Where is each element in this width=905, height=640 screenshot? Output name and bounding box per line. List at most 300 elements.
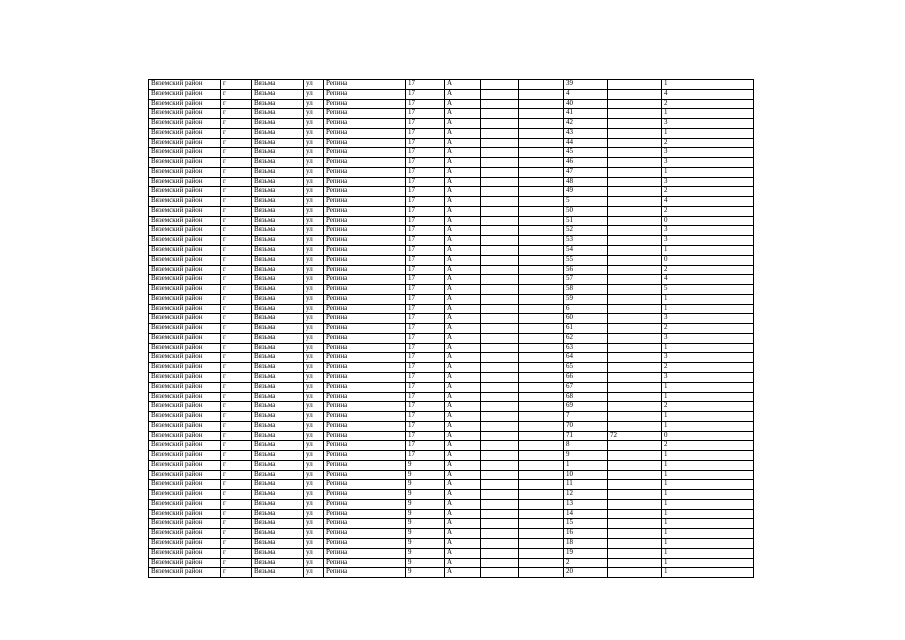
cell-locality-type: г (221, 412, 252, 422)
cell-house-number: 17 (406, 148, 445, 158)
cell-apartment-number: 40 (564, 99, 608, 109)
table-row (149, 246, 754, 256)
cell-district: Вяземский район (149, 333, 221, 343)
cell-rooms-count: 1 (662, 538, 754, 548)
cell-building-letter: А (445, 216, 481, 226)
cell-apartment-number: 9 (564, 451, 608, 461)
cell-street: Репина (324, 548, 406, 558)
cell-apartment-extra (608, 138, 662, 148)
cell-district: Вяземский район (149, 265, 221, 275)
cell-col-empty-2 (519, 441, 564, 451)
cell-building-letter: А (445, 187, 481, 197)
cell-street-type: ул (304, 343, 324, 353)
cell-locality-type: г (221, 314, 252, 324)
cell-building-letter: А (445, 89, 481, 99)
cell-locality: Вязьма (252, 216, 304, 226)
cell-district: Вяземский район (149, 382, 221, 392)
cell-apartment-number: 69 (564, 402, 608, 412)
cell-apartment-extra (608, 353, 662, 363)
cell-district: Вяземский район (149, 138, 221, 148)
cell-col-empty-1 (481, 529, 519, 539)
cell-house-number: 17 (406, 304, 445, 314)
cell-street-type: ул (304, 158, 324, 168)
cell-apartment-extra (608, 109, 662, 119)
cell-street: Репина (324, 197, 406, 207)
cell-locality: Вязьма (252, 382, 304, 392)
cell-street: Репина (324, 255, 406, 265)
cell-apartment-extra (608, 402, 662, 412)
cell-building-letter: А (445, 538, 481, 548)
cell-apartment-number: 44 (564, 138, 608, 148)
cell-col-empty-2 (519, 167, 564, 177)
table-row (149, 412, 754, 422)
cell-house-number: 17 (406, 333, 445, 343)
cell-locality: Вязьма (252, 167, 304, 177)
cell-street: Репина (324, 109, 406, 119)
cell-col-empty-2 (519, 304, 564, 314)
cell-street: Репина (324, 470, 406, 480)
cell-apartment-number: 71 (564, 431, 608, 441)
cell-house-number: 9 (406, 519, 445, 529)
cell-district: Вяземский район (149, 285, 221, 295)
cell-locality: Вязьма (252, 451, 304, 461)
cell-locality-type: г (221, 519, 252, 529)
cell-rooms-count: 3 (662, 333, 754, 343)
cell-district: Вяземский район (149, 402, 221, 412)
cell-rooms-count: 2 (662, 99, 754, 109)
cell-col-empty-1 (481, 265, 519, 275)
cell-building-letter: А (445, 519, 481, 529)
table-row (149, 226, 754, 236)
cell-apartment-number: 14 (564, 509, 608, 519)
cell-col-empty-2 (519, 109, 564, 119)
cell-locality: Вязьма (252, 206, 304, 216)
table-row (149, 568, 754, 578)
cell-building-letter: А (445, 490, 481, 500)
table-row (149, 343, 754, 353)
cell-apartment-extra (608, 255, 662, 265)
cell-locality: Вязьма (252, 558, 304, 568)
cell-house-number: 17 (406, 138, 445, 148)
cell-col-empty-1 (481, 382, 519, 392)
cell-locality: Вязьма (252, 314, 304, 324)
cell-building-letter: А (445, 470, 481, 480)
cell-rooms-count: 2 (662, 206, 754, 216)
cell-col-empty-2 (519, 343, 564, 353)
cell-col-empty-1 (481, 499, 519, 509)
cell-rooms-count: 0 (662, 431, 754, 441)
cell-street-type: ул (304, 558, 324, 568)
cell-apartment-extra: 72 (608, 431, 662, 441)
cell-col-empty-2 (519, 353, 564, 363)
cell-locality: Вязьма (252, 246, 304, 256)
cell-rooms-count: 1 (662, 451, 754, 461)
cell-col-empty-1 (481, 568, 519, 578)
cell-col-empty-2 (519, 431, 564, 441)
cell-house-number: 9 (406, 470, 445, 480)
cell-street-type: ул (304, 177, 324, 187)
cell-apartment-extra (608, 499, 662, 509)
cell-district: Вяземский район (149, 128, 221, 138)
cell-house-number: 17 (406, 99, 445, 109)
cell-building-letter: А (445, 314, 481, 324)
cell-locality: Вязьма (252, 343, 304, 353)
cell-apartment-extra (608, 421, 662, 431)
cell-street: Репина (324, 294, 406, 304)
cell-street-type: ул (304, 148, 324, 158)
cell-apartment-number: 70 (564, 421, 608, 431)
cell-locality-type: г (221, 197, 252, 207)
cell-rooms-count: 1 (662, 519, 754, 529)
cell-apartment-extra (608, 275, 662, 285)
cell-col-empty-1 (481, 226, 519, 236)
cell-col-empty-2 (519, 206, 564, 216)
cell-apartment-extra (608, 529, 662, 539)
cell-locality-type: г (221, 382, 252, 392)
cell-district: Вяземский район (149, 89, 221, 99)
cell-locality: Вязьма (252, 480, 304, 490)
cell-locality: Вязьма (252, 431, 304, 441)
cell-rooms-count: 3 (662, 177, 754, 187)
cell-street-type: ул (304, 470, 324, 480)
cell-col-empty-2 (519, 246, 564, 256)
cell-rooms-count: 1 (662, 246, 754, 256)
cell-street-type: ул (304, 226, 324, 236)
cell-street-type: ул (304, 529, 324, 539)
cell-rooms-count: 3 (662, 353, 754, 363)
cell-street: Репина (324, 421, 406, 431)
table-row (149, 490, 754, 500)
cell-locality: Вязьма (252, 538, 304, 548)
cell-col-empty-1 (481, 333, 519, 343)
cell-street-type: ул (304, 363, 324, 373)
cell-district: Вяземский район (149, 226, 221, 236)
cell-building-letter: А (445, 509, 481, 519)
cell-apartment-extra (608, 80, 662, 90)
cell-apartment-number: 47 (564, 167, 608, 177)
cell-locality: Вязьма (252, 99, 304, 109)
cell-col-empty-1 (481, 148, 519, 158)
cell-street: Репина (324, 206, 406, 216)
cell-col-empty-1 (481, 460, 519, 470)
cell-house-number: 17 (406, 80, 445, 90)
cell-street: Репина (324, 412, 406, 422)
cell-district: Вяземский район (149, 255, 221, 265)
table-body (149, 80, 754, 578)
cell-district: Вяземский район (149, 529, 221, 539)
cell-apartment-number: 51 (564, 216, 608, 226)
cell-col-empty-1 (481, 255, 519, 265)
cell-house-number: 17 (406, 363, 445, 373)
table-row (149, 372, 754, 382)
cell-building-letter: А (445, 265, 481, 275)
cell-apartment-number: 46 (564, 158, 608, 168)
cell-locality: Вязьма (252, 285, 304, 295)
cell-street: Репина (324, 538, 406, 548)
cell-col-empty-2 (519, 265, 564, 275)
cell-locality-type: г (221, 109, 252, 119)
cell-house-number: 17 (406, 197, 445, 207)
cell-building-letter: А (445, 451, 481, 461)
cell-apartment-number: 15 (564, 519, 608, 529)
cell-house-number: 17 (406, 412, 445, 422)
cell-street: Репина (324, 343, 406, 353)
cell-rooms-count: 1 (662, 480, 754, 490)
cell-district: Вяземский район (149, 538, 221, 548)
cell-district: Вяземский район (149, 158, 221, 168)
cell-street: Репина (324, 480, 406, 490)
cell-apartment-extra (608, 294, 662, 304)
cell-apartment-extra (608, 226, 662, 236)
cell-apartment-extra (608, 509, 662, 519)
cell-street: Репина (324, 216, 406, 226)
cell-rooms-count: 2 (662, 324, 754, 334)
cell-rooms-count: 3 (662, 158, 754, 168)
cell-locality-type: г (221, 402, 252, 412)
cell-street-type: ул (304, 568, 324, 578)
table-row (149, 460, 754, 470)
cell-street-type: ул (304, 324, 324, 334)
cell-building-letter: А (445, 109, 481, 119)
cell-street: Репина (324, 265, 406, 275)
cell-locality-type: г (221, 167, 252, 177)
cell-col-empty-2 (519, 363, 564, 373)
cell-apartment-number: 53 (564, 236, 608, 246)
table-row (149, 99, 754, 109)
cell-locality: Вязьма (252, 158, 304, 168)
cell-building-letter: А (445, 128, 481, 138)
cell-apartment-number: 6 (564, 304, 608, 314)
cell-building-letter: А (445, 480, 481, 490)
cell-rooms-count: 3 (662, 236, 754, 246)
cell-locality-type: г (221, 148, 252, 158)
cell-street: Репина (324, 285, 406, 295)
cell-locality: Вязьма (252, 324, 304, 334)
cell-locality-type: г (221, 236, 252, 246)
cell-locality: Вязьма (252, 177, 304, 187)
cell-col-empty-1 (481, 177, 519, 187)
cell-building-letter: А (445, 99, 481, 109)
cell-apartment-extra (608, 460, 662, 470)
cell-apartment-number: 7 (564, 412, 608, 422)
table-row (149, 353, 754, 363)
cell-locality: Вязьма (252, 441, 304, 451)
cell-apartment-number: 20 (564, 568, 608, 578)
cell-street-type: ул (304, 441, 324, 451)
cell-apartment-number: 8 (564, 441, 608, 451)
cell-rooms-count: 1 (662, 304, 754, 314)
cell-locality-type: г (221, 138, 252, 148)
cell-rooms-count: 1 (662, 470, 754, 480)
cell-street-type: ул (304, 206, 324, 216)
cell-building-letter: А (445, 246, 481, 256)
cell-street-type: ул (304, 421, 324, 431)
cell-street: Репина (324, 333, 406, 343)
cell-col-empty-2 (519, 99, 564, 109)
cell-col-empty-2 (519, 236, 564, 246)
cell-col-empty-2 (519, 158, 564, 168)
cell-rooms-count: 4 (662, 275, 754, 285)
cell-col-empty-2 (519, 372, 564, 382)
cell-rooms-count: 1 (662, 80, 754, 90)
cell-apartment-extra (608, 285, 662, 295)
cell-locality-type: г (221, 294, 252, 304)
cell-street-type: ул (304, 480, 324, 490)
cell-col-empty-1 (481, 99, 519, 109)
cell-col-empty-2 (519, 255, 564, 265)
cell-locality-type: г (221, 177, 252, 187)
cell-locality: Вязьма (252, 275, 304, 285)
table-row (149, 529, 754, 539)
cell-apartment-extra (608, 119, 662, 129)
cell-col-empty-1 (481, 314, 519, 324)
table-row (149, 89, 754, 99)
cell-col-empty-1 (481, 167, 519, 177)
cell-street: Репина (324, 402, 406, 412)
cell-district: Вяземский район (149, 480, 221, 490)
cell-apartment-number: 16 (564, 529, 608, 539)
cell-col-empty-2 (519, 324, 564, 334)
cell-apartment-number: 52 (564, 226, 608, 236)
cell-col-empty-1 (481, 236, 519, 246)
cell-street: Репина (324, 529, 406, 539)
cell-apartment-extra (608, 246, 662, 256)
table-row (149, 294, 754, 304)
cell-rooms-count: 0 (662, 255, 754, 265)
cell-street: Репина (324, 128, 406, 138)
cell-locality: Вязьма (252, 148, 304, 158)
cell-street: Репина (324, 568, 406, 578)
cell-street-type: ул (304, 304, 324, 314)
cell-col-empty-1 (481, 89, 519, 99)
cell-rooms-count: 1 (662, 490, 754, 500)
cell-district: Вяземский район (149, 197, 221, 207)
table-row (149, 363, 754, 373)
cell-locality-type: г (221, 324, 252, 334)
cell-col-empty-1 (481, 402, 519, 412)
cell-house-number: 17 (406, 226, 445, 236)
cell-street-type: ул (304, 499, 324, 509)
cell-rooms-count: 1 (662, 499, 754, 509)
cell-house-number: 9 (406, 529, 445, 539)
cell-apartment-extra (608, 265, 662, 275)
cell-apartment-number: 62 (564, 333, 608, 343)
table-row (149, 324, 754, 334)
table-row (149, 216, 754, 226)
cell-house-number: 17 (406, 314, 445, 324)
cell-street: Репина (324, 119, 406, 129)
cell-apartment-number: 67 (564, 382, 608, 392)
cell-locality-type: г (221, 226, 252, 236)
cell-building-letter: А (445, 177, 481, 187)
cell-district: Вяземский район (149, 80, 221, 90)
cell-rooms-count: 1 (662, 421, 754, 431)
cell-district: Вяземский район (149, 148, 221, 158)
cell-locality-type: г (221, 275, 252, 285)
table-row (149, 548, 754, 558)
cell-district: Вяземский район (149, 451, 221, 461)
cell-locality-type: г (221, 206, 252, 216)
cell-locality: Вязьма (252, 460, 304, 470)
cell-col-empty-2 (519, 119, 564, 129)
cell-col-empty-1 (481, 431, 519, 441)
cell-street: Репина (324, 460, 406, 470)
cell-street-type: ул (304, 353, 324, 363)
cell-locality: Вязьма (252, 392, 304, 402)
cell-street-type: ул (304, 519, 324, 529)
cell-apartment-extra (608, 99, 662, 109)
cell-building-letter: А (445, 441, 481, 451)
cell-apartment-number: 2 (564, 558, 608, 568)
cell-locality: Вязьма (252, 119, 304, 129)
cell-rooms-count: 1 (662, 294, 754, 304)
cell-district: Вяземский район (149, 109, 221, 119)
cell-locality-type: г (221, 392, 252, 402)
cell-street-type: ул (304, 275, 324, 285)
cell-rooms-count: 1 (662, 109, 754, 119)
cell-street-type: ул (304, 333, 324, 343)
cell-building-letter: А (445, 421, 481, 431)
cell-building-letter: А (445, 80, 481, 90)
cell-house-number: 17 (406, 441, 445, 451)
cell-locality-type: г (221, 89, 252, 99)
cell-street: Репина (324, 236, 406, 246)
data-table (148, 79, 754, 578)
cell-building-letter: А (445, 119, 481, 129)
cell-street: Репина (324, 372, 406, 382)
table-row (149, 285, 754, 295)
cell-locality: Вязьма (252, 421, 304, 431)
cell-district: Вяземский район (149, 470, 221, 480)
cell-col-empty-2 (519, 128, 564, 138)
table-row (149, 167, 754, 177)
cell-col-empty-1 (481, 285, 519, 295)
cell-locality-type: г (221, 158, 252, 168)
cell-col-empty-2 (519, 451, 564, 461)
cell-district: Вяземский район (149, 304, 221, 314)
cell-apartment-extra (608, 304, 662, 314)
cell-col-empty-1 (481, 363, 519, 373)
cell-district: Вяземский район (149, 275, 221, 285)
cell-street: Репина (324, 558, 406, 568)
cell-street: Репина (324, 431, 406, 441)
cell-apartment-number: 12 (564, 490, 608, 500)
table-row (149, 265, 754, 275)
cell-street-type: ул (304, 548, 324, 558)
cell-col-empty-1 (481, 558, 519, 568)
cell-building-letter: А (445, 548, 481, 558)
cell-building-letter: А (445, 392, 481, 402)
cell-house-number: 17 (406, 177, 445, 187)
cell-district: Вяземский район (149, 499, 221, 509)
cell-house-number: 17 (406, 109, 445, 119)
cell-locality: Вязьма (252, 548, 304, 558)
cell-district: Вяземский район (149, 441, 221, 451)
cell-apartment-number: 59 (564, 294, 608, 304)
cell-col-empty-1 (481, 470, 519, 480)
table-row (149, 119, 754, 129)
table-row (149, 538, 754, 548)
cell-rooms-count: 1 (662, 529, 754, 539)
table-row (149, 148, 754, 158)
table-row (149, 470, 754, 480)
cell-street: Репина (324, 275, 406, 285)
cell-locality: Вязьма (252, 490, 304, 500)
cell-col-empty-2 (519, 412, 564, 422)
cell-district: Вяземский район (149, 206, 221, 216)
cell-building-letter: А (445, 275, 481, 285)
cell-locality-type: г (221, 187, 252, 197)
